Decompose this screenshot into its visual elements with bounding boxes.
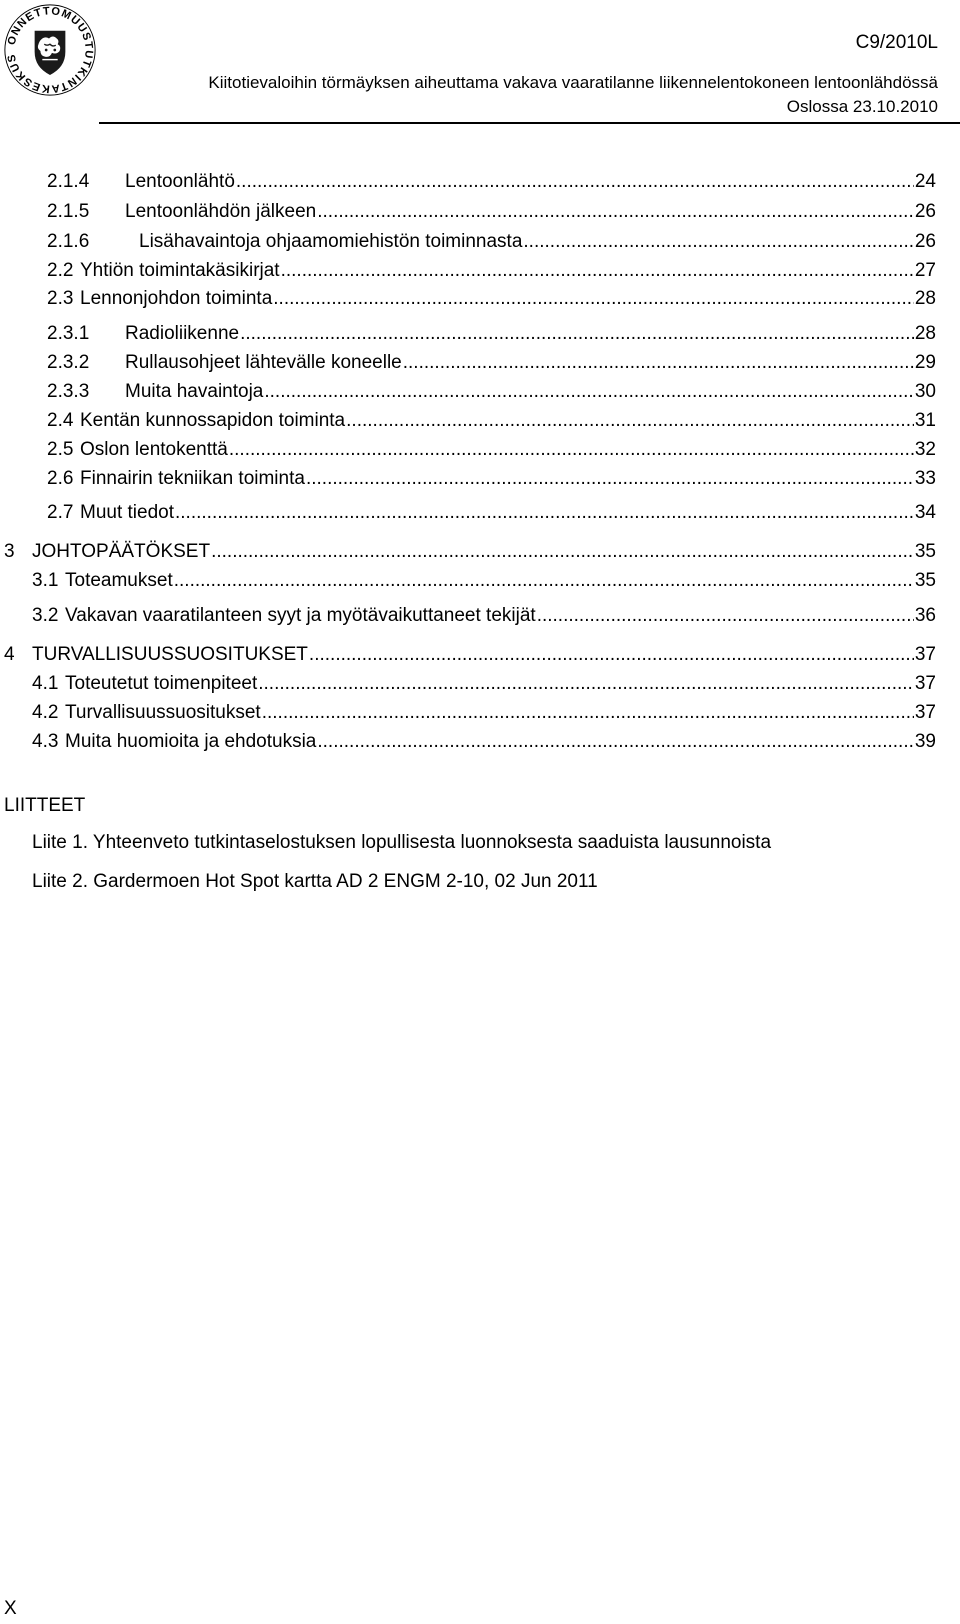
toc-entry-label: Lentoonlähtö — [125, 171, 235, 192]
toc-entry-page: 35 — [914, 541, 936, 562]
toc-entry[interactable] — [4, 643, 936, 667]
toc-entry-label: Lennonjohdon toiminta — [80, 288, 273, 309]
toc-entry-number: 4 — [4, 644, 15, 665]
toc-entry-page: 39 — [914, 731, 936, 752]
toc-entry-number: 2.7 — [47, 502, 74, 523]
toc-leader-dots — [309, 643, 914, 667]
toc-entry-number: 2.2 — [47, 260, 74, 281]
toc-leader-dots — [537, 604, 914, 628]
toc-entry-page: 35 — [914, 570, 936, 591]
seal-emblem — [2, 2, 98, 98]
document-date: Oslossa 23.10.2010 — [786, 97, 938, 116]
toc-entry-label: Yhtiön toimintakäsikirjat — [80, 260, 280, 281]
toc-entry[interactable] — [47, 380, 936, 404]
document-code: C9/2010L — [855, 32, 938, 53]
toc-entry-label: Toteamukset — [65, 570, 173, 591]
toc-entry-label: Toteutetut toimenpiteet — [65, 673, 258, 694]
toc-entry-page: 34 — [914, 502, 936, 523]
toc-entry-label: Radioliikenne — [125, 323, 240, 344]
toc-entry-label: Oslon lentokenttä — [80, 439, 228, 460]
seal-logo — [2, 2, 98, 98]
toc-entry[interactable] — [47, 501, 936, 525]
toc-entry[interactable] — [47, 438, 936, 462]
toc-leader-dots — [306, 467, 914, 491]
toc-entry-label: Muut tiedot — [80, 502, 174, 523]
toc-entry[interactable] — [47, 467, 936, 491]
toc-entry-page: 36 — [914, 605, 936, 626]
toc-entry[interactable] — [4, 540, 936, 564]
toc-leader-dots — [523, 230, 913, 254]
toc-leader-dots — [262, 701, 914, 725]
toc-entry-page: 30 — [914, 381, 936, 402]
toc-entry[interactable] — [47, 409, 936, 433]
toc-entry-label: Kentän kunnossapidon toiminta — [80, 410, 346, 431]
toc-entry-label: Muita havaintoja — [125, 381, 264, 402]
toc-entry-page: 24 — [914, 171, 936, 192]
toc-entry-page: 33 — [914, 468, 936, 489]
toc-entry-label: Muita huomioita ja ehdotuksia — [65, 731, 317, 752]
toc-entry[interactable] — [47, 322, 936, 346]
header-divider — [99, 122, 960, 124]
toc-entry[interactable] — [32, 672, 936, 696]
seal-ring-text: ONNETTOMUUSTUTKINTAKESKUS — [5, 5, 95, 95]
toc-entry-number: 2.1.6 — [47, 231, 90, 252]
toc-entry[interactable] — [32, 701, 936, 725]
toc-leader-dots — [240, 322, 914, 346]
toc-entry[interactable] — [32, 730, 936, 754]
toc-leader-dots — [175, 501, 914, 525]
toc-entry-label: Vakavan vaaratilanteen syyt ja myötävaikuttaneet tekijät — [65, 605, 536, 626]
toc-leader-dots — [273, 287, 914, 311]
toc-leader-dots — [403, 351, 914, 375]
toc-leader-dots — [264, 380, 913, 404]
toc-entry[interactable] — [32, 604, 936, 628]
toc-entry-page: 32 — [914, 439, 936, 460]
toc-entry-page: 28 — [914, 288, 936, 309]
toc-leader-dots — [229, 438, 914, 462]
toc-entry-page: 26 — [914, 201, 936, 222]
toc-entry-page: 28 — [914, 323, 936, 344]
toc-entry-number: 2.1.5 — [47, 201, 90, 222]
toc-entry[interactable] — [32, 569, 936, 593]
toc-leader-dots — [317, 730, 913, 754]
toc-entry-number: 2.6 — [47, 468, 74, 489]
toc-entry-page: 29 — [914, 352, 936, 373]
toc-entry-number: 3 — [4, 541, 15, 562]
toc-entry-number: 2.3.1 — [47, 323, 90, 344]
toc-entry-number: 2.5 — [47, 439, 74, 460]
toc-entry-number: 2.3.3 — [47, 381, 90, 402]
toc-leader-dots — [317, 200, 914, 224]
toc-entry-label: Lisähavaintoja ohjaamomiehistön toiminnasta — [139, 231, 523, 252]
toc-entry-number: 3.1 — [32, 570, 59, 591]
document-title: Kiitotievaloihin törmäyksen aiheuttama vakava vaaratilanne liikennelentokoneen lentoonlähdössä — [208, 73, 938, 92]
toc-entry-number: 4.3 — [32, 731, 59, 752]
toc-entry-page: 37 — [914, 673, 936, 694]
toc-leader-dots — [258, 672, 914, 696]
attachment-item-1: Liite 1. Yhteenveto tutkintaselostuksen lopullisesta luonnoksesta saaduista lausunnoista — [32, 832, 772, 853]
toc-entry-page: 27 — [914, 260, 936, 281]
toc-entry-page: 37 — [914, 702, 936, 723]
toc-entry[interactable] — [47, 287, 936, 311]
toc-entry-page: 37 — [914, 644, 936, 665]
toc-leader-dots — [174, 569, 914, 593]
attachment-item-2: Liite 2. Gardermoen Hot Spot kartta AD 2 ENGM 2-10, 02 Jun 2011 — [32, 871, 598, 892]
toc-entry-number: 3.2 — [32, 605, 59, 626]
toc-leader-dots — [211, 540, 914, 564]
attachments-heading: LIITTEET — [4, 795, 86, 816]
toc-entry-number: 2.3 — [47, 288, 74, 309]
toc-entry-number: 2.3.2 — [47, 352, 90, 373]
toc-entry-label: Turvallisuussuositukset — [65, 702, 261, 723]
toc-entry[interactable] — [47, 200, 936, 224]
toc-leader-dots — [346, 409, 914, 433]
toc-entry-page: 26 — [914, 231, 936, 252]
toc-entry-number: 2.4 — [47, 410, 74, 431]
toc-entry-number: 4.2 — [32, 702, 59, 723]
toc-entry-label: Lentoonlähdön jälkeen — [125, 201, 317, 222]
footer-mark: X — [4, 1598, 17, 1619]
toc-entry[interactable] — [47, 351, 936, 375]
toc-entry-number: 4.1 — [32, 673, 59, 694]
toc-entry-label: Finnairin tekniikan toiminta — [80, 468, 305, 489]
toc-entry-label: TURVALLISUUSSUOSITUKSET — [32, 644, 308, 665]
toc-leader-dots — [236, 170, 914, 194]
toc-entry-label: Rullausohjeet lähtevälle koneelle — [125, 352, 402, 373]
toc-entry[interactable] — [47, 170, 936, 194]
toc-entry[interactable] — [47, 230, 936, 254]
toc-entry-number: 2.1.4 — [47, 171, 90, 192]
toc-leader-dots — [281, 259, 914, 283]
toc-entry-label: JOHTOPÄÄTÖKSET — [32, 541, 211, 562]
toc-entry[interactable] — [47, 259, 936, 283]
toc-entry-page: 31 — [914, 410, 936, 431]
